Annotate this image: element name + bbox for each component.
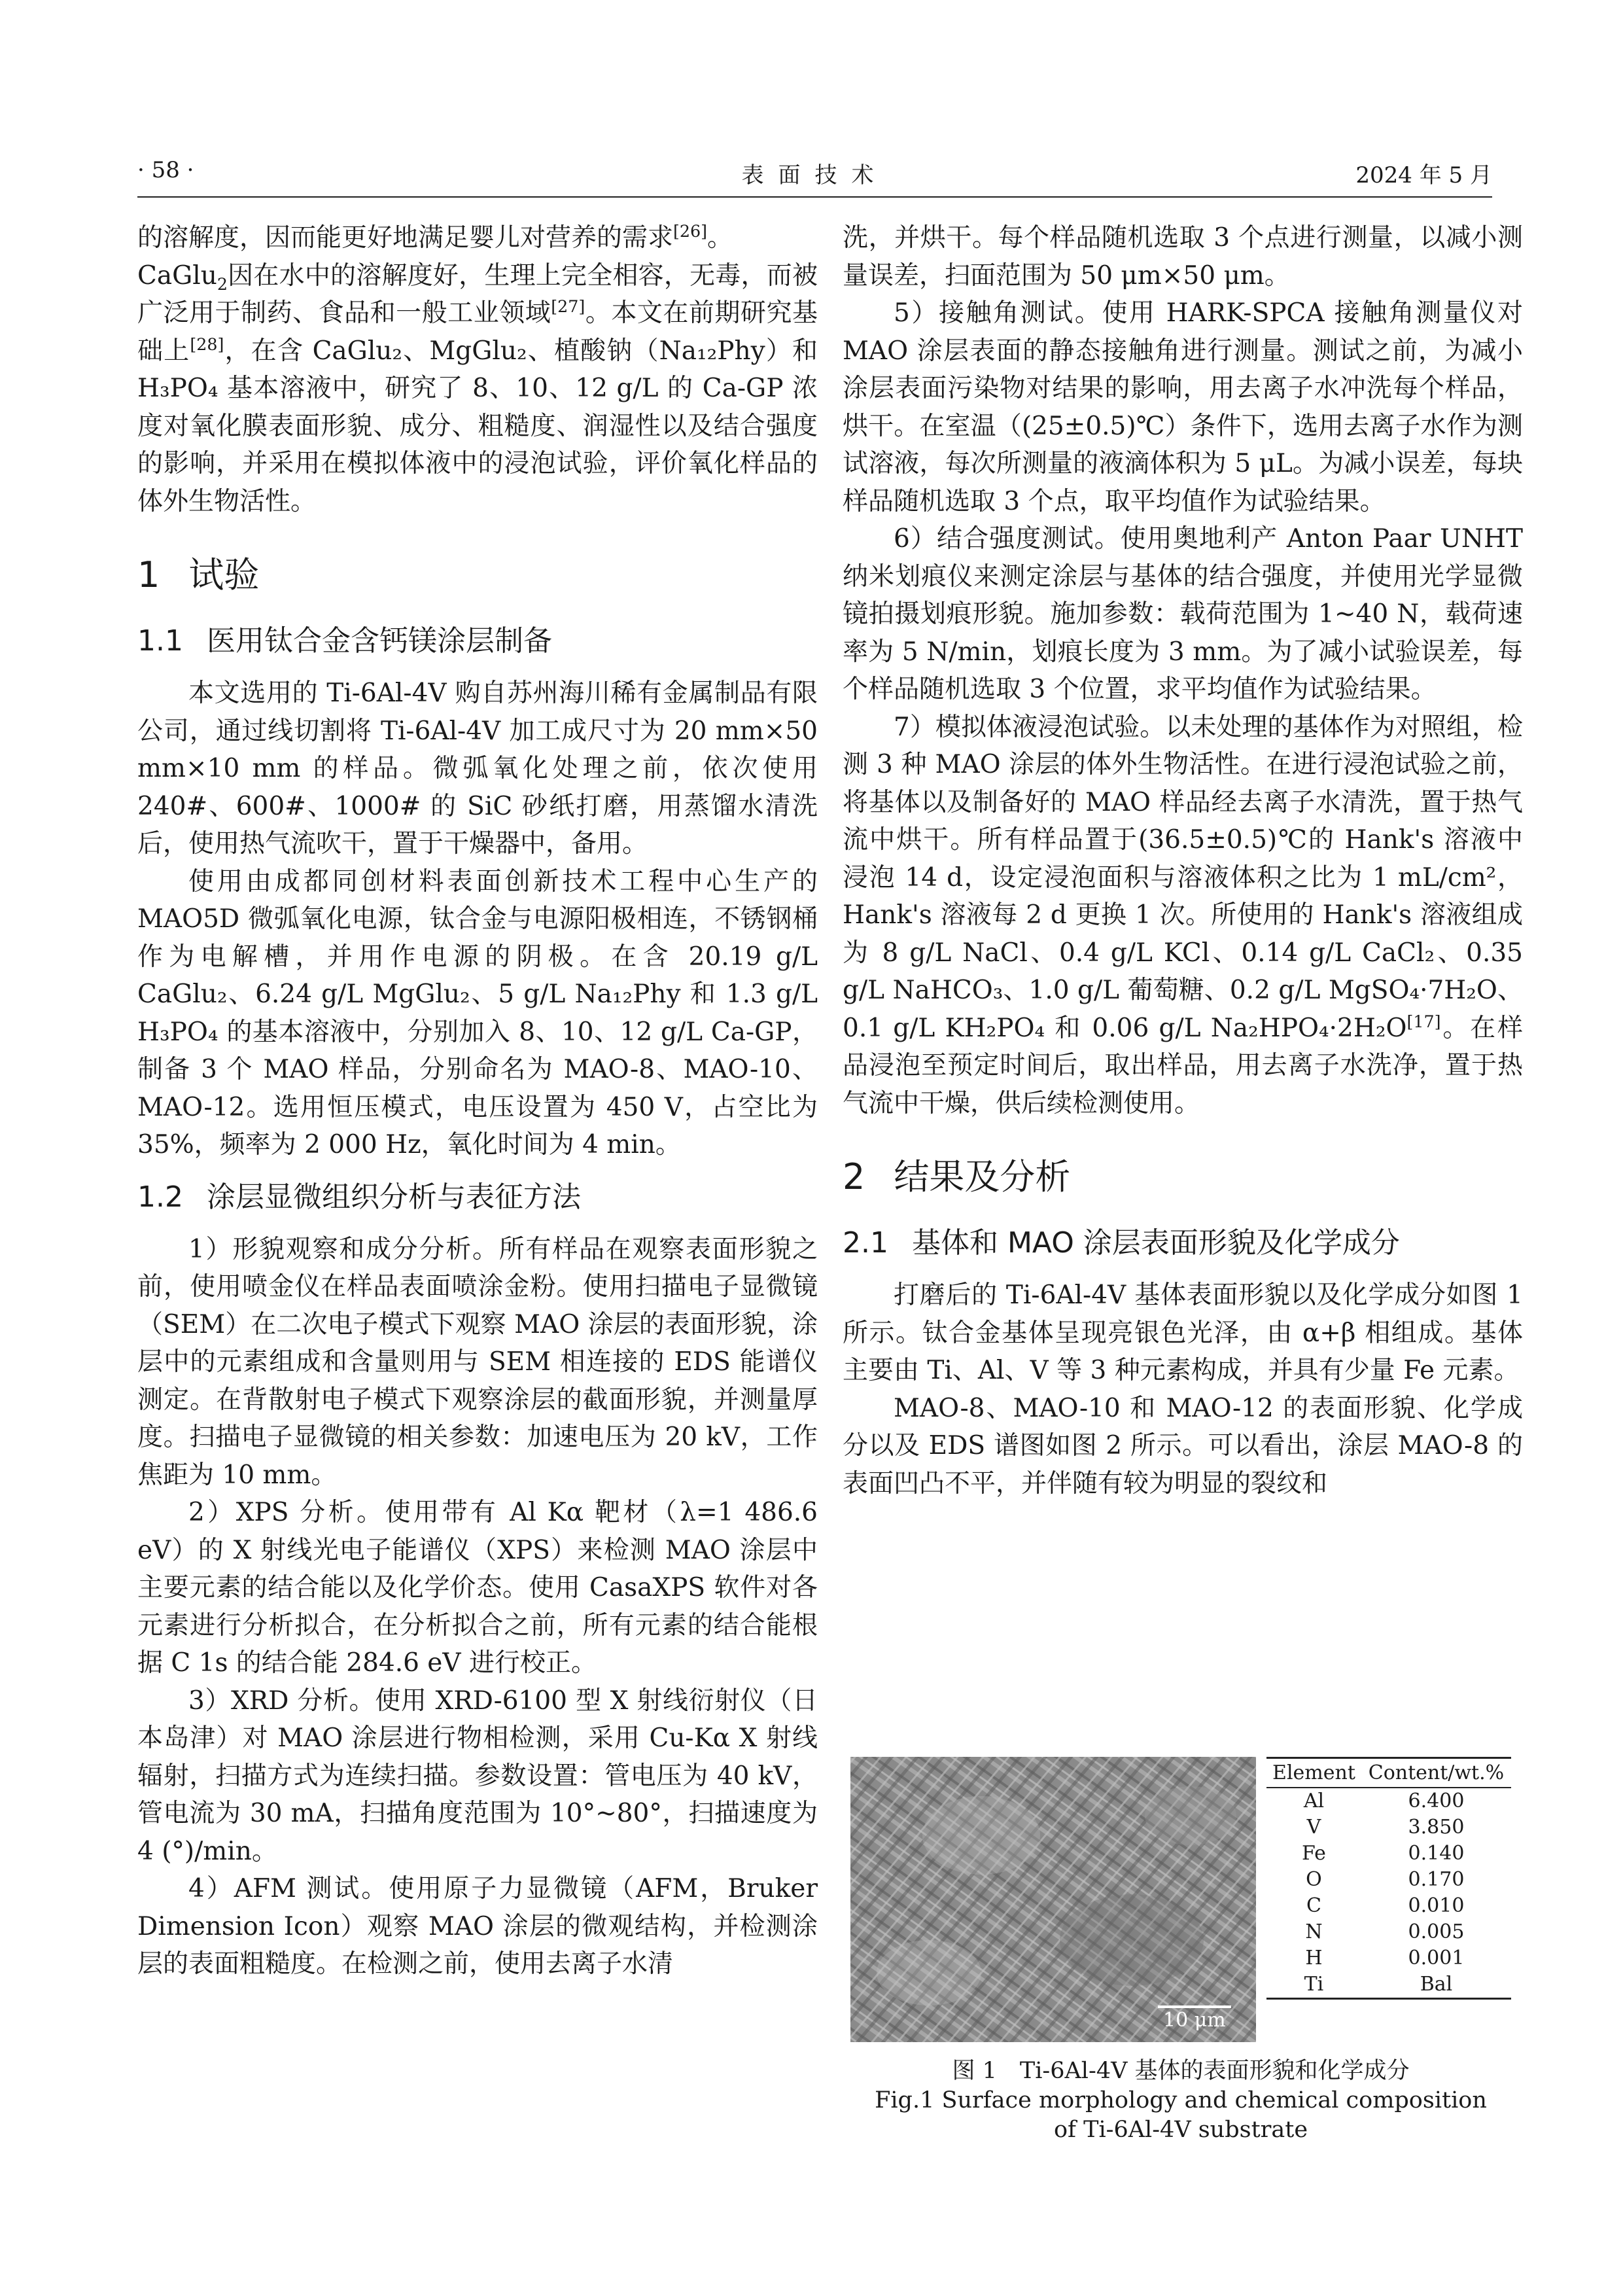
citation: [26] [673, 221, 708, 241]
body-paragraph: MAO-8、MAO-10 和 MAO-12 的表面形貌、化学成分以及 EDS 谱图如图 2 所示。可以看出，涂层 MAO-8 的表面凹凸不平，并伴随有较为明显的裂纹和 [843, 1393, 1523, 1498]
intro-paragraph-2: CaGlu$_2$因在水中的溶解度好，生理上完全相容，无毒，而被广泛用于制药、食品和一般工业领域[27]。本文在前期研究基础上[28]，在含 CaGlu₂、MgGlu₂、植酸钠（Na₁₂Phy）和 H₃PO₄ 基本溶液中，研究了 8、10、12 g/L 的 Ca-GP 浓度对氧化膜表面形貌、成分、粗糙度、润湿性以及结合强度的影响，并采用在模拟体液中的浸泡试验，评价氧化样品的体外生物活性。 [137, 260, 818, 516]
body-paragraph: 3）XRD 分析。使用 XRD-6100 型 X 射线衍射仪（日本岛津）对 MAO 涂层进行物相检测，采用 Cu-Kα X 射线辐射，扫描方式为连续扫描。参数设置：管电压为 40 kV，管电流为 30 mA，扫描角度范围为 10°~80°，扫描速度为 4 (°)/min。 [137, 1686, 818, 1866]
scale-bar-label: 10 μm [1163, 2009, 1226, 2032]
table-header: Content/wt.% [1361, 1758, 1511, 1788]
body-paragraph: 本文选用的 Ti-6Al-4V 购自苏州海川稀有金属制品有限公司，通过线切割将 Ti-6Al-4V 加工成尺寸为 20 mm×50 mm×10 mm 的样品。微弧氧化处理之前，依次使用 240#、600#、1000# 的 SiC 砂纸打磨，用蒸馏水清洗后，使用热气流吹干，置于干燥器中，备用。 [137, 679, 818, 858]
caption-chinese: 图 1 Ti-6Al-4V 基体的表面形貌和化学成分 [952, 2058, 1410, 2084]
body-paragraph: 5）接触角测试。使用 HARK-SPCA 接触角测量仪对 MAO 涂层表面的静态接触角进行测量。测试之前，为减小涂层表面污染物对结果的影响，用去离子水冲洗每个样品，烘干。在室温（(25±0.5)℃）条件下，选用去离子水作为测试溶液，每次所测量的液滴体积为 5 μL。为减小误差，每块样品随机选取 3 个点，取平均值作为试验结果。 [843, 298, 1523, 516]
subsection-heading-1-2: 1.2 涂层显微组织分析与表征方法 [137, 1180, 581, 1214]
section-heading-1: 1 试验 [137, 554, 260, 595]
body-paragraph: 7）模拟体液浸泡试验。以未处理的基体作为对照组，检测 3 种 MAO 涂层的体外生物活性。在进行浸泡试验之前，将基体以及制备好的 MAO 样品经去离子水清洗，置于热气流中烘干。所有样品置于(36.5±0.5)℃的 Hank's 溶液中浸泡 14 d，设定浸泡面积与溶液体积之比为 1 mL/cm²，Hank's 溶液每 2 d 更换 1 次。所使用的 Hank's 溶液组成为 8 g/L NaCl、0.4 g/L KCl、0.14 g/L CaCl₂、0.35 g/L NaHCO₃、1.0 g/L 葡萄糖、0.2 g/L MgSO₄·7H₂O、0.1 g/L KH₂PO₄ 和 0.06 g/L Na₂HPO₄·2H₂O[17]。在样品浸泡至预定时间后，取出样品，用去离子水洗净，置于热气流中干燥，供后续检测使用。 [843, 712, 1523, 1118]
body-paragraph: 使用由成都同创材料表面创新技术工程中心生产的 MAO5D 微弧氧化电源，钛合金与电源阳极相连，不锈钢桶作为电解槽，并用作电源的阴极。在含 20.19 g/L CaGlu₂、6.24 g/L MgGlu₂、5 g/L Na₁₂Phy 和 1.3 g/L H₃PO₄ 的基本溶液中，分别加入 8、10、12 g/L Ca-GP，制备 3 个 MAO 样品，分别命名为 MAO-8、MAO-10、MAO-12。选用恒压模式，电压设置为 450 V，占空比为 35%，频率为 2 000 Hz，氧化时间为 4 min。 [137, 866, 818, 1159]
citation: [17] [1406, 1011, 1441, 1031]
scale-bar [1158, 2005, 1231, 2008]
figure-caption [834, 2057, 1527, 2145]
table-row: Ti Bal [1266, 1971, 1511, 1999]
citation: [27] [551, 296, 585, 316]
page-number: · 58 · [137, 157, 194, 183]
header-rule [137, 196, 1492, 198]
sem-micrograph [850, 1757, 1256, 2042]
table-row: Al 6.400 [1303, 1790, 1465, 1812]
body-paragraph: 2）XPS 分析。使用带有 Al Kα 靶材（λ=1 486.6 eV）的 X 射线光电子能谱仪（XPS）来检测 MAO 涂层中主要元素的结合能以及化学价态。使用 CasaXPS 软件对各元素进行分析拟合，在分析拟合之前，所有元素的结合能根据 C 1s 的结合能 284.6 eV 进行校正。 [137, 1498, 818, 1678]
right-column [843, 219, 1523, 1502]
intro-paragraph-1: 的溶解度，因而能更好地满足婴儿对营养的需求[26]。 [137, 221, 733, 253]
issue-date: 2024 年 5 月 [1355, 162, 1492, 188]
table-row: H 0.001 [1305, 1947, 1465, 1969]
table-header: Element [1266, 1758, 1361, 1788]
table-row: C 0.010 [1306, 1894, 1465, 1917]
body-paragraph: 1）形貌观察和成分分析。所有样品在观察表面形貌之前，使用喷金仪在样品表面喷涂金粉。使用扫描电子显微镜（SEM）在二次电子模式下观察 MAO 涂层的表面形貌，涂层中的元素组成和含量则用与 SEM 相连接的 EDS 能谱仪测定。在背散射电子模式下观察涂层的截面形貌，并测量厚度。扫描电子显微镜的相关参数：加速电压为 20 kV，工作焦距为 10 mm。 [137, 1234, 818, 1490]
table-row: V 3.850 [1306, 1816, 1465, 1839]
body-paragraph: 6）结合强度测试。使用奥地利产 Anton Paar UNHT 纳米划痕仪来测定涂层与基体的结合强度，并使用光学显微镜拍摄划痕形貌。施加参数：载荷范围为 1~40 N，载荷速率为 5 N/min，划痕长度为 3 mm。为了减小试验误差，每个样品随机选取 3 个位置，求平均值作为试验结果。 [843, 524, 1523, 704]
body-paragraph: 洗，并烘干。每个样品随机选取 3 个点进行测量，以减小测量误差，扫面范围为 50 μm×50 μm。 [843, 223, 1523, 291]
caption-english-line-1: Fig.1 Surface morphology and chemical composition [875, 2087, 1487, 2113]
body-paragraph: 打磨后的 Ti-6Al-4V 基体表面形貌以及化学成分如图 1 所示。钛合金基体呈现亮银色光泽，由 α+β 相组成。基体主要由 Ti、Al、V 等 3 种元素构成，并具有少量 Fe 元素。 [843, 1280, 1523, 1385]
journal-title: 表面技术 [741, 162, 888, 188]
body-paragraph: 4）AFM 测试。使用原子力显微镜（AFM，Bruker Dimension Icon）观察 MAO 涂层的微观结构，并检测涂层的表面粗糙度。在检测之前，使用去离子水清 [137, 1874, 818, 1979]
table-row: N 0.005 [1305, 1920, 1465, 1943]
composition-table [1266, 1757, 1511, 2000]
citation: [28] [190, 334, 224, 354]
running-header [137, 157, 1492, 195]
subsection-heading-1-1: 1.1 医用钛合金含钙镁涂层制备 [137, 624, 552, 658]
table-row: Fe 0.140 [1301, 1842, 1465, 1865]
table-row: O 0.170 [1306, 1868, 1465, 1891]
micrograph-texture [850, 1757, 1256, 2042]
caption-english-line-2: of Ti-6Al-4V substrate [1053, 2117, 1308, 2143]
section-heading-2: 2 结果及分析 [843, 1156, 1071, 1197]
left-column [137, 219, 818, 1983]
subsection-heading-2-1: 2.1 基体和 MAO 涂层表面形貌及化学成分 [843, 1226, 1400, 1260]
